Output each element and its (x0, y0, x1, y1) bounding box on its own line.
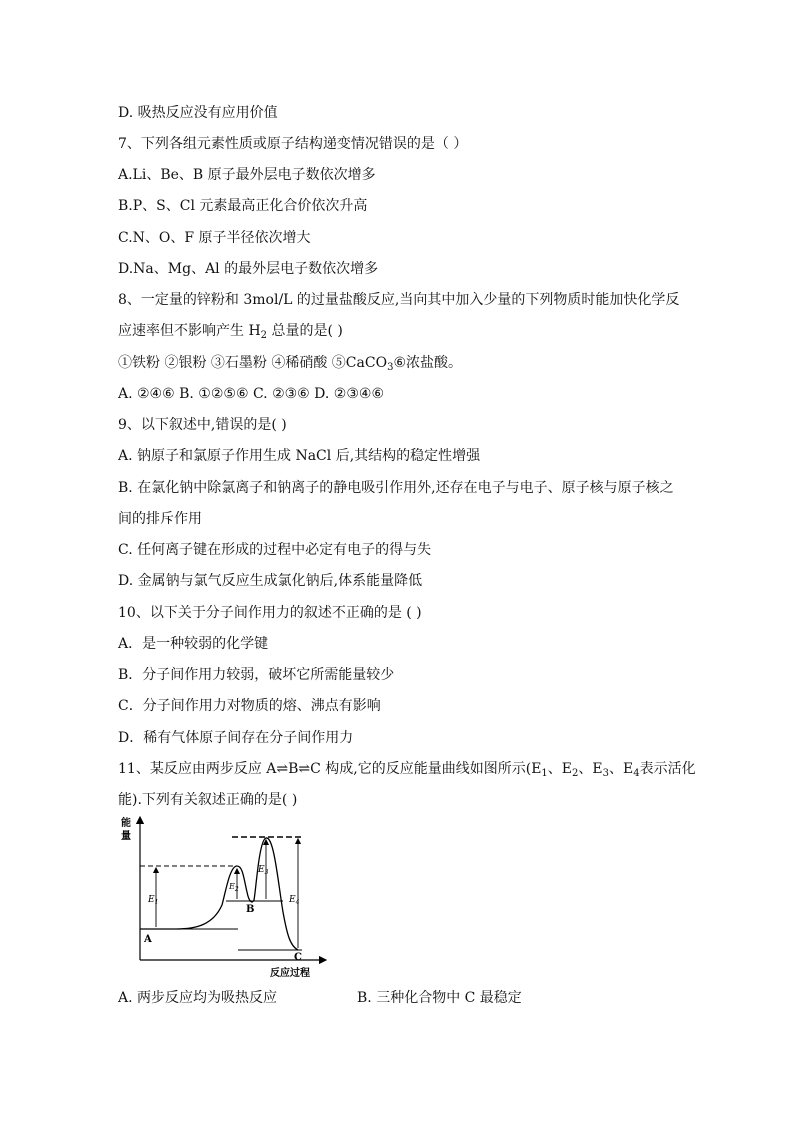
question-7-option-a: A.Li、Be、B 原子最外层电子数依次增多 (118, 167, 376, 183)
x-axis-label: 反应过程 (270, 968, 310, 979)
text-line: D. 吸热反应没有应用价值 (118, 105, 278, 121)
question-9-option-c: C. 任何离子键在形成的过程中必定有电子的得与失 (118, 542, 432, 558)
question-7-option-c: C.N、O、F 原子半径依次增大 (118, 230, 311, 246)
question-9-option-a: A. 钠原子和氯原子作用生成 NaCl 后,其结构的稳定性增强 (118, 448, 481, 464)
question-9-option-d: D. 金属钠与氯气反应生成氯化钠后,体系能量降低 (118, 573, 423, 589)
question-9-option-b-cont: 间的排斥作用 (118, 511, 202, 527)
answer-option-a: A. 两步反应均为吸热反应 (118, 990, 278, 1006)
energy-diagram (118, 812, 338, 980)
question-10-option-d: D．稀有气体原子间存在分子间作用力 (118, 730, 354, 746)
label-e4: $E_4$ (289, 895, 300, 906)
y-axis-label-1: 能 (121, 818, 131, 829)
energy-curve (140, 838, 298, 950)
question-9-stem: 9、以下叙述中,错误的是( ) (118, 417, 287, 433)
answer-option-b: B. 三种化合物中 C 最稳定 (357, 990, 522, 1006)
question-10-option-a: A．是一种较弱的化学键 (118, 636, 269, 652)
question-8-items: ①铁粉 ②银粉 ③石墨粉 ④稀硝酸 ⑤CaCO$_3$⑥浓盐酸。 (118, 355, 462, 373)
label-a: A (144, 934, 152, 945)
question-11-stem: 11、某反应由两步反应 A⇌B⇌C 构成,它的反应能量曲线如图所示($E_1$、$E_2$、$E_3$、$E_4$表示活化 (118, 761, 696, 779)
label-b: B (246, 904, 255, 915)
label-c: C (294, 952, 302, 963)
label-e2: $E_2$ (229, 882, 239, 893)
question-10-option-c: C．分子间作用力对物质的熔、沸点有影响 (118, 698, 381, 714)
label-e1: $E_1$ (148, 895, 159, 906)
question-10-stem: 10、以下关于分子间作用力的叙述不正确的是 ( ) (118, 605, 422, 621)
question-8-stem: 8、一定量的锌粉和 3mol/L 的过量盐酸反应,当向其中加入少量的下列物质时能加快化学反 (118, 292, 680, 308)
question-11-stem-cont: 能).下列有关叙述正确的是( ) (118, 792, 298, 808)
question-7-option-b: B.P、S、Cl 元素最高正化合价依次升高 (118, 198, 368, 214)
question-8-stem-cont: 应速率但不影响产生 $H_2$ 总量的是( ) (118, 323, 343, 341)
question-7-stem: 7、下列各组元素性质或原子结构递变情况错误的是（ ） (118, 136, 468, 152)
question-8-options: A. ②④⑥ B. ①②⑤⑥ C. ②③⑥ D. ②③④⑥ (118, 386, 384, 402)
label-e3: $E_3$ (258, 865, 269, 876)
question-9-option-b: B. 在氯化钠中除氯离子和钠离子的静电吸引作用外,还存在电子与电子、原子核与原子核之 (118, 480, 674, 496)
question-10-option-b: B．分子间作用力较弱，破坏它所需能量较少 (118, 667, 395, 683)
y-axis-label-2: 量 (121, 831, 131, 842)
question-7-option-d: D.Na、Mg、Al 的最外层电子数依次增多 (118, 261, 379, 277)
